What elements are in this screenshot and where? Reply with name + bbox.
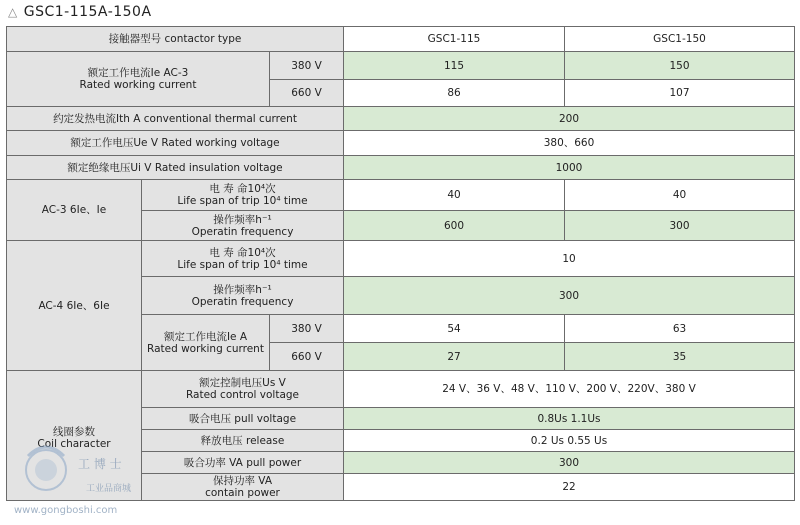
pull-voltage-value: 0.8Us 1.1Us [344, 408, 795, 430]
ac3-freq-label: 操作频率h⁻¹ Operatin frequency [142, 211, 344, 241]
ac3-life-label: 电 寿 命10⁴次 Life span of trip 10⁴ time [142, 180, 344, 211]
pull-voltage-label: 吸合电压 pull voltage [142, 408, 344, 430]
insulation-value: 1000 [344, 156, 795, 180]
value-cell: 600 [344, 211, 565, 241]
voltage-380: 380 V [270, 52, 344, 80]
header-model-1: GSC1-115 [344, 27, 565, 52]
watermark-url: www.gongboshi.com [14, 505, 118, 516]
voltage-label: 额定工作电压Ue V Rated working voltage [7, 131, 344, 156]
ac3-label: AC-3 6Ie、Ie [7, 180, 142, 241]
insulation-label: 额定绝缘电压Ui V Rated insulation voltage [7, 156, 344, 180]
ac4-life-value: 10 [344, 241, 795, 277]
release-voltage-value: 0.2 Us 0.55 Us [344, 430, 795, 452]
rated-current-label: 额定工作电流Ie AC-3 Rated working current [7, 52, 270, 107]
ctrl-voltage-label: 额定控制电压Us V Rated control voltage [142, 371, 344, 408]
ac4-life-label: 电 寿 命10⁴次 Life span of trip 10⁴ time [142, 241, 344, 277]
watermark-sub: 工业品商城 [86, 484, 132, 494]
value-cell: 35 [565, 343, 795, 371]
header-model-2: GSC1-150 [565, 27, 795, 52]
voltage-380: 380 V [270, 315, 344, 343]
value-cell: 300 [565, 211, 795, 241]
thermal-label: 约定发热电流Ith A conventional thermal current [7, 107, 344, 131]
ctrl-voltage-value: 24 V、36 V、48 V、110 V、200 V、220V、380 V [344, 371, 795, 408]
value-cell: 40 [565, 180, 795, 211]
ac4-freq-value: 300 [344, 277, 795, 315]
title-text: GSC1-115A-150A [23, 4, 152, 20]
value-cell: 107 [565, 80, 795, 107]
triangle-icon: △ [8, 5, 18, 19]
contain-power-value: 22 [344, 474, 795, 501]
value-cell: 63 [565, 315, 795, 343]
value-cell: 86 [344, 80, 565, 107]
pull-power-value: 300 [344, 452, 795, 474]
value-cell: 54 [344, 315, 565, 343]
voltage-660: 660 V [270, 80, 344, 107]
page-title [8, 4, 152, 20]
ac4-label: AC-4 6Ie、6Ie [7, 241, 142, 371]
contain-power-label: 保持功率 VA contain power [142, 474, 344, 501]
ac4-freq-label: 操作频率h⁻¹ Operatin frequency [142, 277, 344, 315]
value-cell: 150 [565, 52, 795, 80]
voltage-660: 660 V [270, 343, 344, 371]
value-cell: 40 [344, 180, 565, 211]
value-cell: 115 [344, 52, 565, 80]
voltage-value: 380、660 [344, 131, 795, 156]
pull-power-label: 吸合功率 VA pull power [142, 452, 344, 474]
header-label: 接触器型号 contactor type [7, 27, 344, 52]
coil-label: 线圈参数 Coil character [7, 371, 142, 501]
release-voltage-label: 释放电压 release [142, 430, 344, 452]
value-cell: 27 [344, 343, 565, 371]
ac4-current-label: 额定工作电流Ie A Rated working current [142, 315, 270, 371]
thermal-value: 200 [344, 107, 795, 131]
watermark-brand: 工 博 士 [78, 457, 122, 471]
